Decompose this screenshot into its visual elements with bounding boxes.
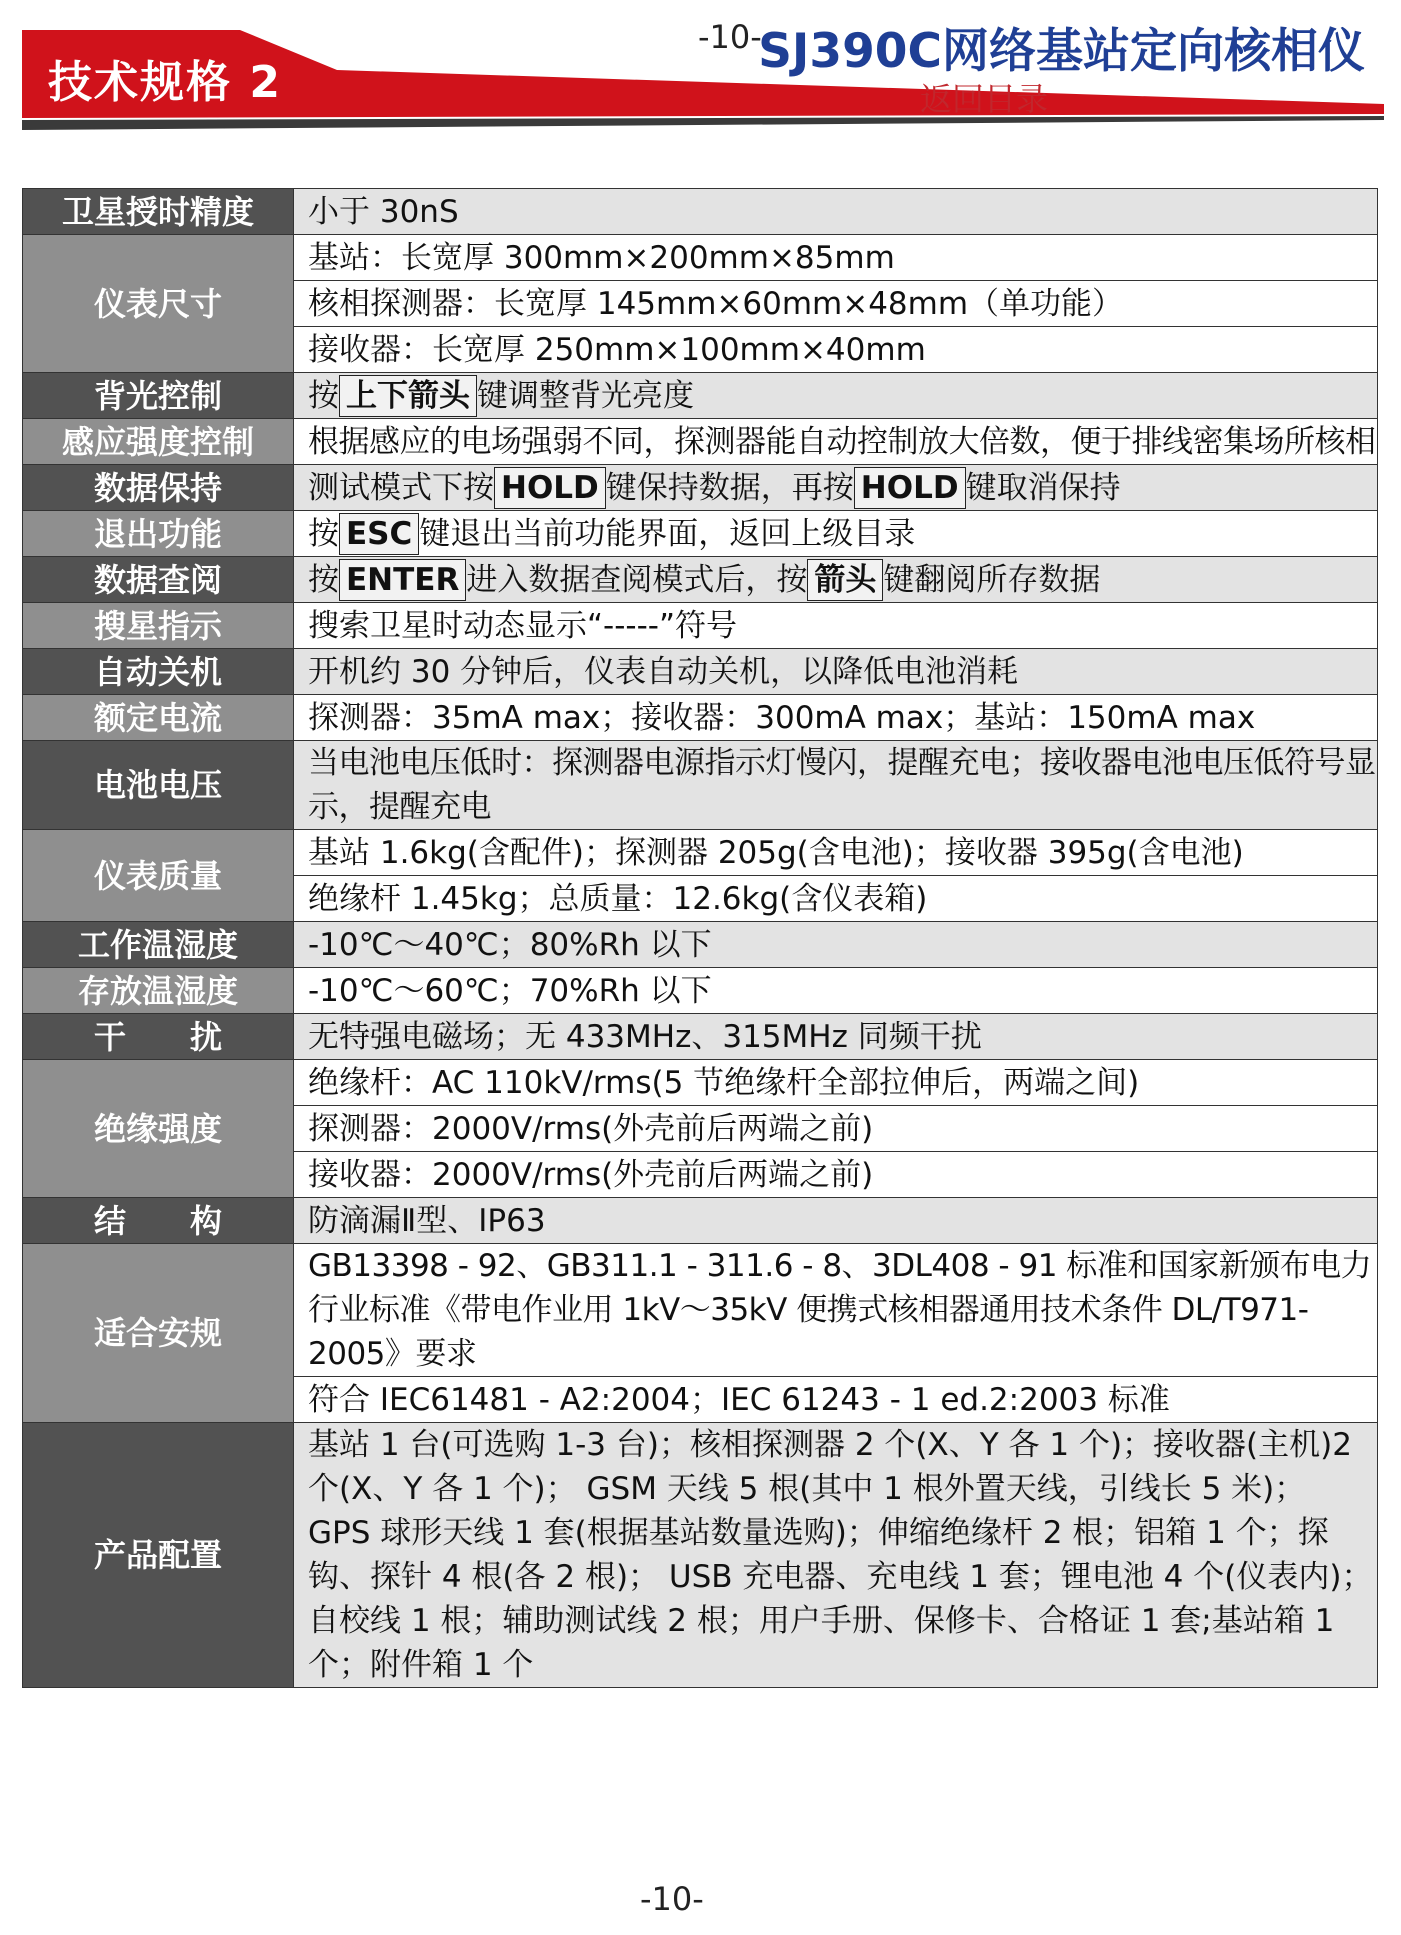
table-row [23, 1060, 1378, 1106]
row-label: 电池电压 [23, 741, 294, 830]
row-label: 自动关机 [23, 649, 294, 695]
row-label: 存放温湿度 [23, 968, 294, 1014]
row-value: 基站：长宽厚 300mm×200mm×85mm [294, 235, 1378, 281]
esc-key-label: ESC [339, 513, 419, 555]
row-value [294, 465, 1378, 511]
row-label: 仪表质量 [23, 830, 294, 922]
row-label: 背光控制 [23, 373, 294, 419]
table-row [23, 419, 1378, 465]
row-value: GB13398 - 92、GB311.1 - 311.6 - 8、3DL408 - 91 标准和国家新颁布电力行业标准《带电作业用 1kV～35kV 便携式核相器通用技术条件 DL/T971-2005》要求 [294, 1244, 1378, 1377]
value-text: 进入数据查阅模式后，按 [466, 561, 808, 598]
table-row [23, 830, 1378, 876]
value-text: 键取消保持 [965, 469, 1121, 506]
row-value: 接收器：2000V/rms(外壳前后两端之前) [294, 1152, 1378, 1198]
table-row [23, 695, 1378, 741]
page-header [0, 0, 1401, 140]
row-label: 适合安规 [23, 1244, 294, 1423]
back-to-toc-link[interactable]: 返回目录 [920, 80, 1049, 118]
table-row [23, 557, 1378, 603]
table-row [23, 373, 1378, 419]
row-label: 卫星授时精度 [23, 189, 294, 235]
value-text: 键退出当前功能界面，返回上级目录 [419, 515, 916, 552]
value-text: 按 [308, 515, 339, 552]
table-row [23, 189, 1378, 235]
row-value: 搜索卫星时动态显示“-----”符号 [294, 603, 1378, 649]
row-value: 核相探测器：长宽厚 145mm×60mm×48mm（单功能） [294, 281, 1378, 327]
table-row [23, 1244, 1378, 1377]
row-value: 当电池电压低时：探测器电源指示灯慢闪，提醒充电；接收器电池电压低符号显示，提醒充电 [294, 741, 1378, 830]
row-value: 探测器：35mA max；接收器：300mA max；基站：150mA max [294, 695, 1378, 741]
footer-page-number: -10- [640, 1880, 704, 1918]
row-label: 结 构 [23, 1198, 294, 1244]
value-text: 测试模式下按 [308, 469, 494, 506]
value-text: 键调整背光亮度 [477, 377, 694, 414]
document-title: SJ390C网络基站定向核相仪 [758, 24, 1365, 79]
row-value: 开机约 30 分钟后，仪表自动关机，以降低电池消耗 [294, 649, 1378, 695]
row-label: 仪表尺寸 [23, 235, 294, 373]
row-value: 根据感应的电场强弱不同，探测器能自动控制放大倍数，便于排线密集场所核相 [294, 419, 1378, 465]
table-row [23, 603, 1378, 649]
row-label: 绝缘强度 [23, 1060, 294, 1198]
table-row [23, 465, 1378, 511]
row-value: 防滴漏Ⅱ型、IP63 [294, 1198, 1378, 1244]
table-row [23, 922, 1378, 968]
row-label: 额定电流 [23, 695, 294, 741]
row-label: 搜星指示 [23, 603, 294, 649]
table-row [23, 649, 1378, 695]
table-row [23, 235, 1378, 281]
row-label: 工作温湿度 [23, 922, 294, 968]
row-value: 接收器：长宽厚 250mm×100mm×40mm [294, 327, 1378, 373]
arrow-key-label: 箭头 [807, 559, 883, 601]
row-label: 感应强度控制 [23, 419, 294, 465]
row-label: 数据保持 [23, 465, 294, 511]
arrow-keys-label: 上下箭头 [339, 375, 477, 417]
section-title: 技术规格 2 [48, 57, 282, 108]
row-label: 干 扰 [23, 1014, 294, 1060]
row-value: 基站 1 台(可选购 1-3 台)；核相探测器 2 个(X、Y 各 1 个)；接收器(主机)2 个(X、Y 各 1 个)； GSM 天线 5 根(其中 1 根外置天线，引线长 5 米)； GPS 球形天线 1 套(根据基站数量选购)；伸缩绝缘杆 2 根；铝箱 1 个；探钩、探针 4 根(各 2 根)； USB 充电器、充电线 1 套；锂电池 4 个(仪表内)；自校线 1 根；辅助测试线 2 根；用户手册、保修卡、合格证 1 套;基站箱 1 个；附件箱 1 个 [294, 1423, 1378, 1688]
hold-key-label: HOLD [854, 467, 966, 509]
hold-key-label: HOLD [494, 467, 606, 509]
row-value: 基站 1.6kg(含配件)；探测器 205g(含电池)；接收器 395g(含电池) [294, 830, 1378, 876]
value-text: 键保持数据，再按 [605, 469, 854, 506]
row-value: -10℃～60℃；70%Rh 以下 [294, 968, 1378, 1014]
banner-rule-shadow [22, 116, 1384, 130]
enter-key-label: ENTER [339, 559, 466, 601]
row-value: 小于 30nS [294, 189, 1378, 235]
row-label: 产品配置 [23, 1423, 294, 1688]
row-value [294, 373, 1378, 419]
row-value [294, 557, 1378, 603]
row-value: 绝缘杆：AC 110kV/rms(5 节绝缘杆全部拉伸后，两端之间) [294, 1060, 1378, 1106]
row-label: 数据查阅 [23, 557, 294, 603]
row-value [294, 511, 1378, 557]
value-text: 按 [308, 561, 339, 598]
table-row [23, 741, 1378, 830]
row-value: 符合 IEC61481 - A2:2004；IEC 61243 - 1 ed.2:2003 标准 [294, 1377, 1378, 1423]
table-row [23, 1198, 1378, 1244]
table-row [23, 1423, 1378, 1688]
spec-table [22, 188, 1378, 1688]
table-row [23, 968, 1378, 1014]
row-label: 退出功能 [23, 511, 294, 557]
table-row [23, 1014, 1378, 1060]
value-text: 按 [308, 377, 339, 414]
row-value: 无特强电磁场；无 433MHz、315MHz 同频干扰 [294, 1014, 1378, 1060]
table-row [23, 511, 1378, 557]
row-value: -10℃～40℃；80%Rh 以下 [294, 922, 1378, 968]
row-value: 绝缘杆 1.45kg；总质量：12.6kg(含仪表箱) [294, 876, 1378, 922]
header-page-number: -10- [698, 18, 762, 56]
value-text: 键翻阅所存数据 [883, 561, 1101, 598]
row-value: 探测器：2000V/rms(外壳前后两端之前) [294, 1106, 1378, 1152]
